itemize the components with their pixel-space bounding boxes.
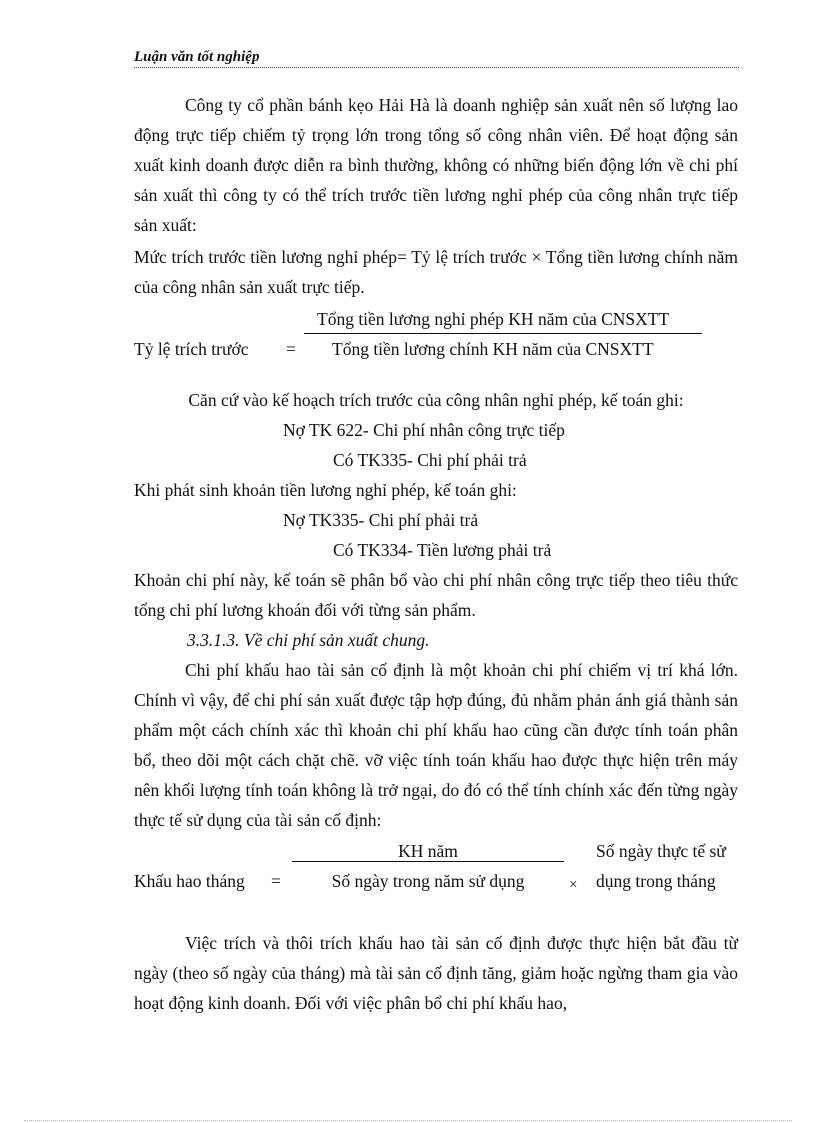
entry1-debit: Nợ TK 622- Chi phí nhân công trực tiếp xyxy=(283,420,565,440)
paragraph-depreciation-timing: Việc trích và thôi trích khấu hao tài sản cố định được thực hiện bắt đầu từ ngày (theo số ngày của tháng) mà tài sản cố định tăng, giảm hoặc ngừng tham gia vào hoạt động kinh doanh. Đối với việc phân bổ chi phí khấu hao, xyxy=(134,933,738,1013)
formula2-denominator: Số ngày trong năm sử dụng xyxy=(331,871,525,891)
paragraph-depreciation: Chi phí khấu hao tài sản cố định là một khoản chi phí chiếm vị trí khá lớn. Chính vì vậy, để chi phí sản xuất được tập hợp đúng, đủ nhằm phản ánh giá thành sản phẩm một cách chính xác thì khoản chi phí khấu hao cũng cần được tính toán phân bổ, theo dõi một cách chặt chẽ. vỡ việc tính toán khấu hao được thực hiện trên máy nên khối lượng tính toán không là trở ngại, do đó có thể tính chính xác đến từng ngày thực tế sử dụng của tài sản cố định: xyxy=(134,660,738,830)
entry1-intro: Căn cứ vào kế hoạch trích trước của công nhân nghỉ phép, kế toán ghi: xyxy=(188,390,684,410)
formula2-fraction-bar xyxy=(292,861,564,862)
formula1-fraction-bar xyxy=(304,333,702,334)
page-bottom-border xyxy=(24,1120,792,1121)
formula1-numerator: Tổng tiền lương nghỉ phép KH năm của CNSXTT xyxy=(317,309,670,329)
formula1-equals: = xyxy=(286,339,296,359)
entry2-debit: Nợ TK335- Chi phí phải trả xyxy=(283,510,479,530)
formula2-label: Khấu hao tháng xyxy=(134,871,245,891)
formula2-right-top: Số ngày thực tế sử xyxy=(596,841,726,861)
header-divider xyxy=(134,67,739,68)
paragraph-formula-description: Mức trích trước tiền lương nghỉ phép= Tỷ lệ trích trước × Tổng tiền lương chính năm của công nhân sản xuất trực tiếp. xyxy=(134,247,738,297)
paragraph-intro: Công ty cổ phần bánh kẹo Hải Hà là doanh nghiệp sản xuất nên số lượng lao động trực tiếp chiếm tỷ trọng lớn trong tổng số công nhân viên. Để hoạt động sản xuất kinh doanh được diễn ra bình thường, không có những biến động lớn về chi phí sản xuất thì công ty có thể trích trước tiền lương nghỉ phép của công nhân trực tiếp sản xuất: xyxy=(134,95,738,235)
paragraph-allocation: Khoản chi phí này, kế toán sẽ phân bổ vào chi phí nhân công trực tiếp theo tiêu thức tổng chi phí lương khoán đối với từng sản phẩm. xyxy=(134,570,738,620)
formula2-right-bottom: dụng trong tháng xyxy=(596,871,716,891)
formula1-denominator: Tổng tiền lương chính KH năm của CNSXTT xyxy=(332,339,654,359)
entry2-credit: Có TK334- Tiền lương phải trả xyxy=(333,540,552,560)
formula2-times: × xyxy=(569,877,578,893)
section-heading: 3.3.1.3. Về chi phí sản xuất chung. xyxy=(187,630,430,650)
formula2-equals: = xyxy=(271,871,281,891)
entry1-credit: Có TK335- Chi phí phải trả xyxy=(333,450,527,470)
formula1-label: Tỷ lệ trích trước xyxy=(134,339,249,359)
running-header: Luận văn tốt nghiệp xyxy=(134,49,260,65)
formula2-numerator: KH năm xyxy=(398,841,458,861)
entry2-intro: Khi phát sinh khoản tiền lương nghỉ phép, kế toán ghi: xyxy=(134,480,517,500)
